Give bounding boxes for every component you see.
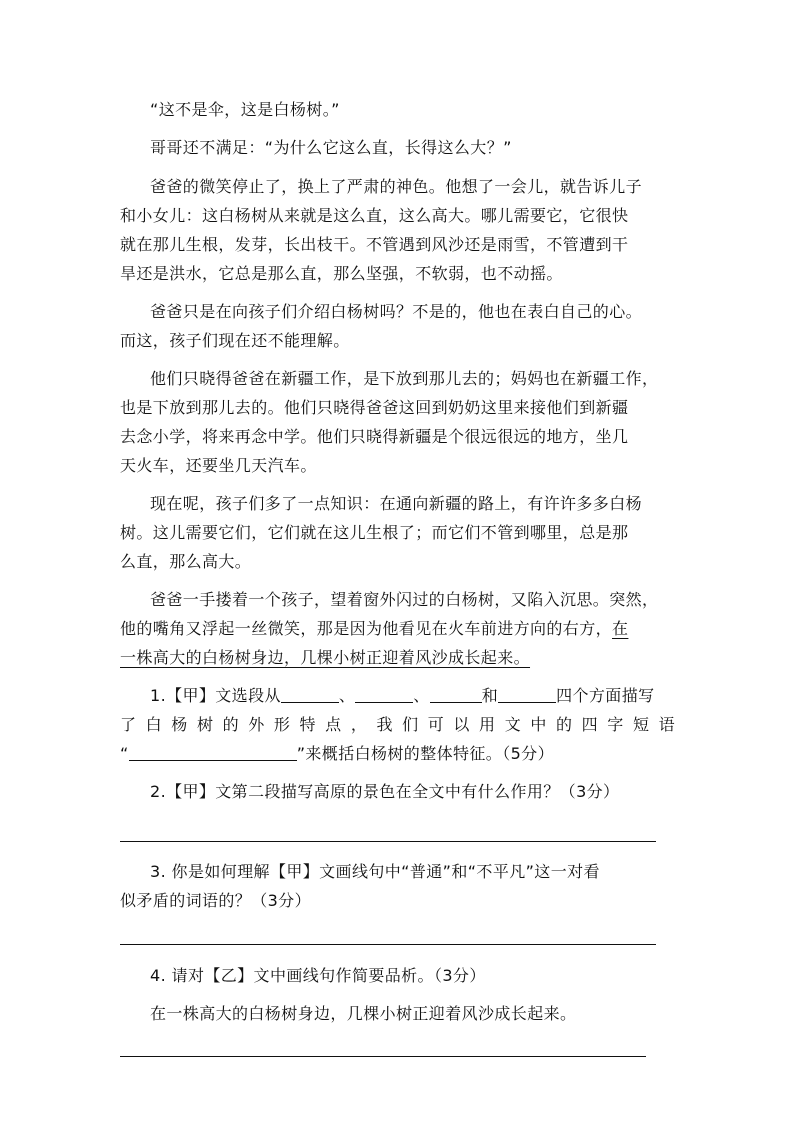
passage-paragraph-3-line-4: 旱还是洪水，它总是那么直，那么坚强，不软弱，也不动摇。 bbox=[120, 264, 563, 283]
question-1-line-2: 了白杨树的外形特点，我们可以用文中的四字短语 bbox=[120, 715, 675, 734]
passage-paragraph-7-line-2-text: 他的嘴角又浮起一丝微笑，那是因为他看见在火车前进方向的右方， bbox=[120, 619, 613, 638]
question-1-separator-1: 、 bbox=[338, 686, 356, 705]
question-3-line-1: 3. 你是如何理解【甲】文画线句中“普通”和“不平凡”这一对看 bbox=[150, 862, 600, 881]
question-2: 2.【甲】文第二段描写高原的景色在全文中有什么作用？（3分） bbox=[150, 782, 620, 801]
passage-paragraph-7-line-3 bbox=[120, 643, 675, 672]
question-1-separator-3: 和 bbox=[481, 686, 499, 705]
passage-paragraph-6-line-1: 现在呢，孩子们多了一点知识：在通向新疆的路上，有许许多多白杨 bbox=[150, 494, 643, 513]
question-1-open-quote: “ bbox=[120, 744, 129, 763]
passage-paragraph-2: 哥哥还不满足：“为什么它这么直，长得这么大？” bbox=[150, 138, 512, 157]
answer-blank-3[interactable] bbox=[430, 684, 482, 703]
answer-line-question-3[interactable] bbox=[120, 944, 656, 945]
passage-paragraph-7-line-1: 爸爸一手搂着一个孩子，望着窗外闪过的白杨树，又陷入沉思。突然， bbox=[150, 590, 659, 609]
question-1-prefix: 1.【甲】文选段从 bbox=[150, 686, 281, 705]
answer-blank-5[interactable] bbox=[129, 742, 297, 761]
answer-line-question-4[interactable] bbox=[120, 1056, 646, 1057]
passage-paragraph-3-line-3: 就在那儿生根，发芽，长出枝干。不管遇到风沙还是雨雪，不管遭到干 bbox=[120, 235, 629, 254]
passage-paragraph-5-line-3: 去念小学，将来再念中学。他们只晓得新疆是个很远很远的地方，坐几 bbox=[120, 427, 629, 446]
question-1-line-3 bbox=[120, 739, 675, 768]
question-4: 4. 请对【乙】文中画线句作简要品析。（3分） bbox=[150, 966, 486, 985]
question-1-end: ”来概括白杨树的整体特征。（5分） bbox=[296, 744, 554, 763]
passage-paragraph-5-line-2: 也是下放到那儿去的。他们只晓得爸爸这回到奶奶这里来接他们到新疆 bbox=[120, 398, 629, 417]
answer-line-question-2[interactable] bbox=[120, 841, 656, 842]
passage-paragraph-6-line-3: 么直，那么高大。 bbox=[120, 552, 252, 571]
passage-paragraph-7-line-2 bbox=[120, 614, 675, 643]
question-1-suffix: 四个方面描写 bbox=[556, 686, 655, 705]
passage-paragraph-4-line-2: 而这，孩子们现在还不能理解。 bbox=[120, 331, 350, 350]
question-4-quoted-sentence: 在一株高大的白杨树身边，几棵小树正迎着风沙成长起来。 bbox=[150, 1004, 577, 1023]
question-3-line-2: 似矛盾的词语的？（3分） bbox=[120, 891, 311, 910]
passage-paragraph-3-line-1: 爸爸的微笑停止了，换上了严肃的神色。他想了一会儿，就告诉儿子 bbox=[150, 177, 643, 196]
passage-paragraph-4-line-1: 爸爸只是在向孩子们介绍白杨树吗？不是的，他也在表白自己的心。 bbox=[150, 302, 643, 321]
underlined-sentence: 一株高大的白杨树身边，几棵小树正迎着风沙成长起来。 bbox=[120, 648, 531, 667]
passage-paragraph-5-line-4: 天火车，还要坐几天汽车。 bbox=[120, 456, 317, 475]
passage-paragraph-5-line-1: 他们只晓得爸爸在新疆工作，是下放到那儿去的；妈妈也在新疆工作， bbox=[150, 369, 659, 388]
answer-blank-2[interactable] bbox=[355, 684, 413, 703]
answer-blank-4[interactable] bbox=[498, 684, 556, 703]
answer-blank-1[interactable] bbox=[281, 684, 339, 703]
passage-paragraph-6-line-2: 树。这儿需要它们，它们就在这儿生根了；而它们不管到哪里，总是那 bbox=[120, 523, 629, 542]
passage-paragraph-1: “这不是伞，这是白杨树。” bbox=[150, 100, 340, 119]
question-1-line-1 bbox=[150, 681, 675, 710]
underlined-sentence-start: 在 bbox=[612, 619, 629, 638]
question-1-separator-2: 、 bbox=[413, 686, 430, 705]
passage-paragraph-3-line-2: 和小女儿：这白杨树从来就是这么直，这么高大。哪儿需要它，它很快 bbox=[120, 206, 629, 225]
